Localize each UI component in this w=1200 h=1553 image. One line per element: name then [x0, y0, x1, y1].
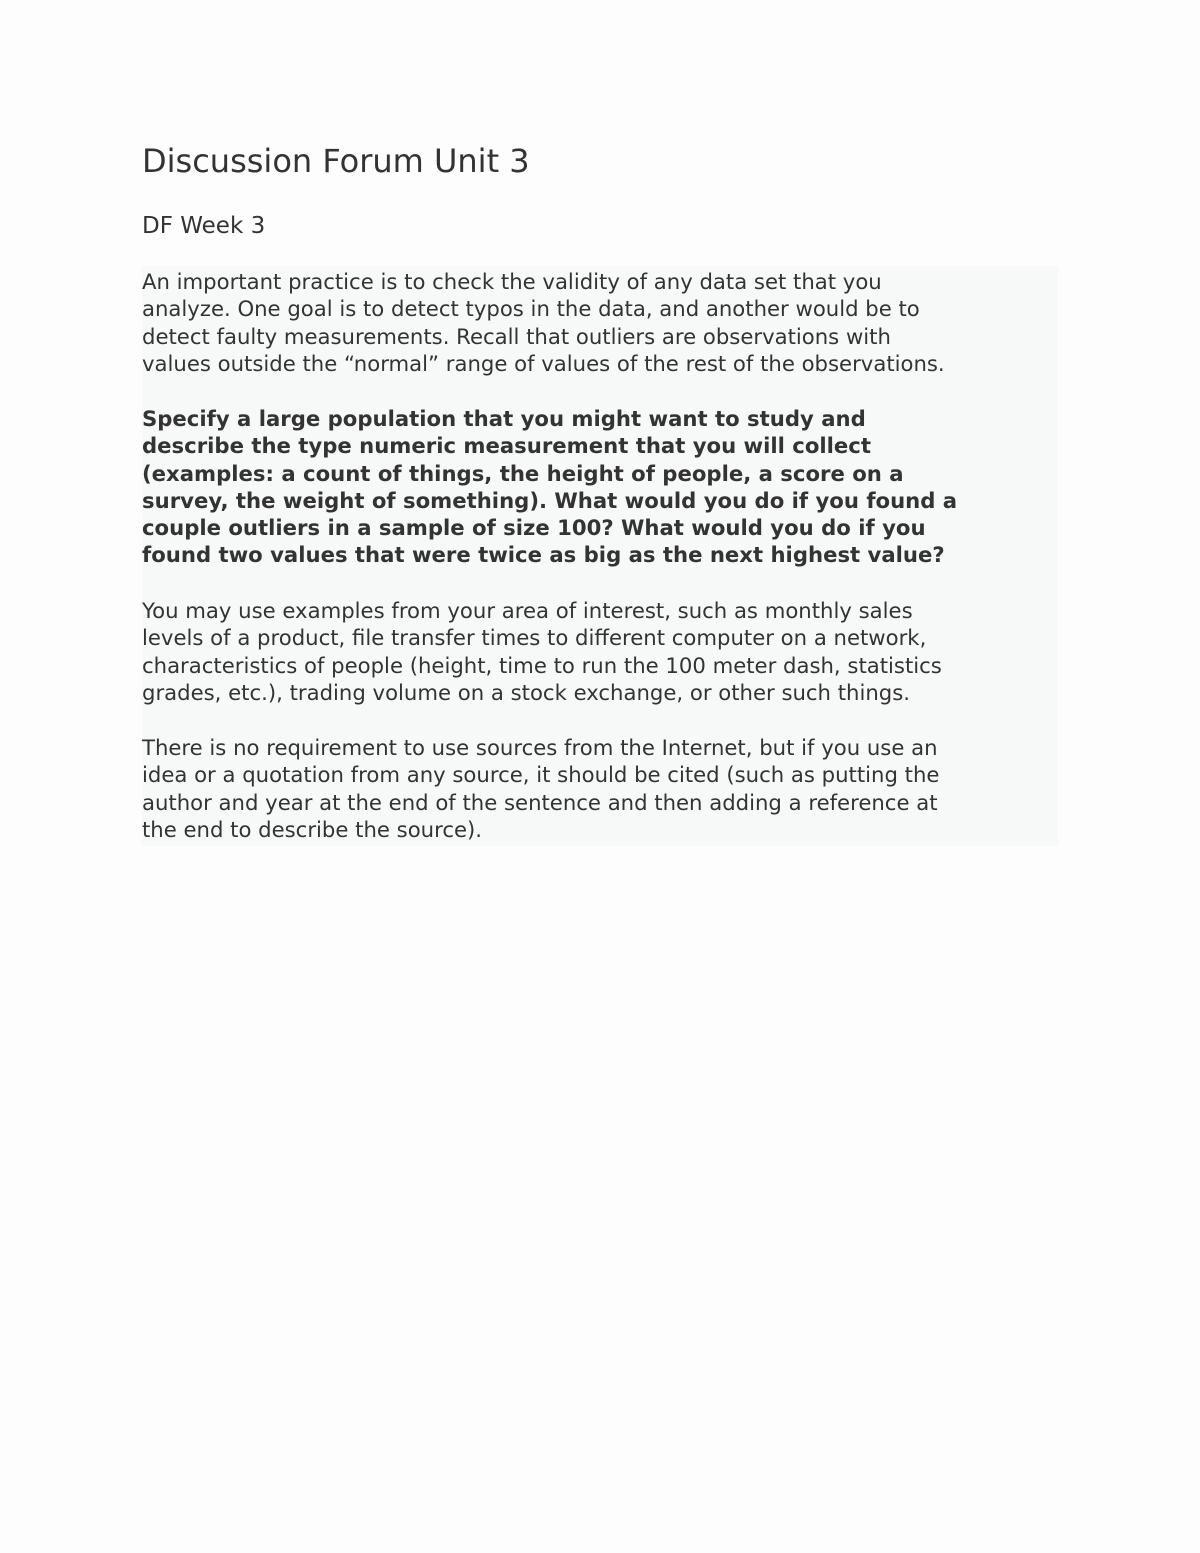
document-title: Discussion Forum Unit 3: [142, 142, 530, 180]
text-line: couple outliers in a sample of size 100? What would you do if you: [142, 515, 926, 541]
text-line: There is no requirement to use sources from the Internet, but if you use an: [142, 735, 938, 760]
text-line: characteristics of people (height, time to run the 100 meter dash, statistics: [142, 652, 942, 678]
text-line: analyze. One goal is to detect typos in the data, and another would be to: [142, 296, 920, 322]
text-line: detect faulty measurements. Recall that outliers are observations with: [142, 323, 891, 349]
text-line: An important practice is to check the validity of any data set that you: [142, 269, 882, 294]
text-line: found two values that were twice as big as the next highest value?: [142, 542, 945, 568]
text-line: Specify a large population that you might want to study and: [142, 406, 866, 431]
text-line: grades, etc.), trading volume on a stock exchange, or other such things.: [142, 679, 910, 705]
text-line: levels of a product, file transfer times to different computer on a network,: [142, 625, 927, 651]
text-line: You may use examples from your area of interest, such as monthly sales: [142, 598, 913, 623]
text-line: author and year at the end of the sentence and then adding a reference at: [142, 789, 938, 815]
sources-paragraph: [142, 734, 939, 843]
text-line: (examples: a count of things, the height of people, a score on a: [142, 460, 904, 486]
text-line: describe the type numeric measurement that you will collect: [142, 433, 871, 459]
document-subtitle: DF Week 3: [142, 213, 266, 239]
text-line: survey, the weight of something). What would you do if you found a: [142, 487, 958, 513]
text-line: idea or a quotation from any source, it should be cited (such as putting the: [142, 762, 940, 788]
text-line: the end to describe the source).: [142, 816, 483, 842]
text-line: values outside the “normal” range of values of the rest of the observations.: [142, 350, 945, 376]
intro-paragraph: [142, 268, 945, 377]
assignment-content: [142, 266, 1058, 846]
prompt-paragraph: [142, 405, 957, 569]
examples-paragraph: [142, 597, 942, 706]
